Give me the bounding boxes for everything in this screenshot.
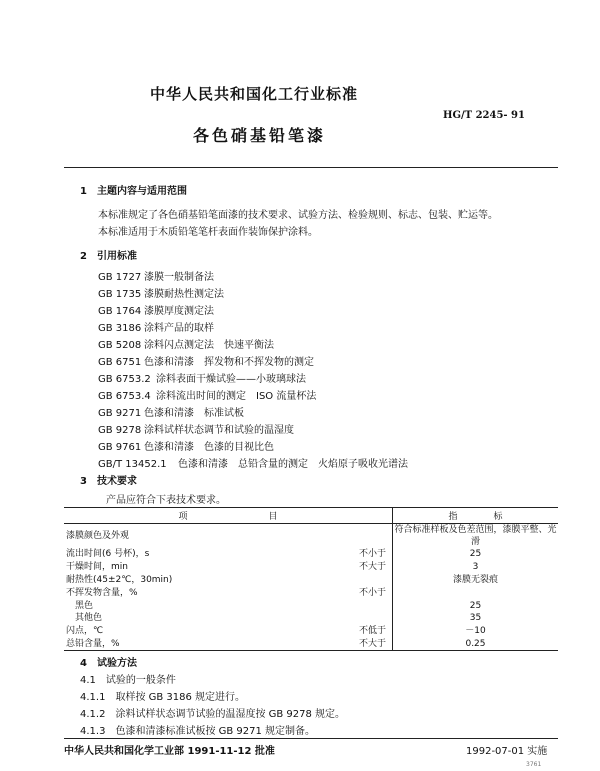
doc-title: 各色硝基铅笔漆 [193, 126, 327, 145]
table-row [64, 524, 558, 549]
row-cond: 不小于 [306, 586, 393, 599]
row-cond [306, 524, 393, 549]
row-cond [306, 612, 393, 625]
ref-title: 涂料产品的取样 [144, 323, 214, 334]
table-header-row [64, 508, 558, 524]
row-item: 漆膜颜色及外观 [66, 531, 130, 541]
ref-item [98, 285, 224, 300]
ref-title: 涂料闪点测定法 快速平衡法 [144, 340, 274, 351]
ref-title: 漆膜耐热性测定法 [144, 289, 224, 300]
row-cond: 不大于 [306, 561, 393, 574]
row-item: 耐热性(45±2℃，30min) [66, 574, 173, 585]
ref-item [98, 387, 316, 402]
row-value: 3 [472, 562, 479, 573]
ref-item [98, 370, 306, 385]
ref-item [98, 319, 214, 334]
row-value: 漆膜无裂痕 [452, 574, 498, 585]
row-item: 总铅含量，% [64, 638, 306, 651]
row-value: 符合标准样板及色差范围，漆膜平整、光滑 [394, 525, 557, 547]
ref-code: GB/T 13452.1 [98, 459, 167, 470]
ref-title: 涂料试样状态调节和试验的温湿度 [144, 425, 294, 436]
row-value: 25 [469, 600, 482, 611]
row-value: 0.25 [393, 638, 559, 651]
ref-code: GB 6753.4 [98, 391, 151, 402]
row-cond [306, 599, 393, 612]
section3-heading: 3 技术要求 [80, 476, 137, 487]
ref-title: 色漆和清漆 总铅含量的测定 火焰原子吸收光谱法 [178, 459, 408, 470]
row-value: －10 [465, 626, 486, 637]
table-row [64, 548, 558, 561]
ref-item [98, 421, 294, 436]
ref-code: GB 5208 [98, 340, 142, 351]
section3-intro: 产品应符合下表技术要求。 [106, 495, 226, 506]
section1-para1: 本标准规定了各色硝基铅笔面漆的技术要求、试验方法、检验规则、标志、包装、贮运等。 [98, 210, 498, 221]
table-row [64, 599, 558, 612]
section1-heading: 1 主题内容与适用范围 [80, 186, 187, 197]
ref-code: GB 1764 [98, 306, 142, 317]
section4-1: 4.1 试验的一般条件 [80, 675, 176, 686]
ref-title: 色漆和清漆 色漆的目视比色 [144, 442, 274, 453]
ref-title: 色漆和清漆 挥发物和不挥发物的测定 [144, 357, 314, 368]
ref-code: GB 9271 [98, 408, 142, 419]
row-value [393, 586, 559, 599]
ref-title: 色漆和清漆 标准试板 [144, 408, 244, 419]
ref-code: GB 1735 [98, 289, 142, 300]
table-row [64, 625, 558, 638]
section4-1-1: 4.1.1 取样按 GB 3186 规定进行。 [80, 692, 246, 703]
ref-code: GB 9278 [98, 425, 142, 436]
ref-code: GB 9761 [98, 442, 142, 453]
section1-para2: 本标准适用于木质铅笔笔杆表面作装饰保护涂料。 [98, 227, 318, 238]
row-item: 闪点，℃ [66, 626, 104, 637]
ref-item [98, 353, 314, 368]
org-title: 中华人民共和国化工行业标准 [150, 85, 359, 103]
approval-text: 中华人民共和国化学工业部 1991-11-12 批准 [64, 746, 275, 757]
header-rule [64, 167, 558, 168]
row-value: 35 [469, 613, 482, 624]
section4-heading: 4 试验方法 [80, 658, 137, 669]
footer-rule [64, 738, 558, 739]
page-mark: 3761 [526, 761, 542, 768]
ref-item [98, 404, 244, 419]
ref-item [98, 438, 274, 453]
table-col-spec: 指 标 [393, 508, 559, 524]
row-cond: 不低于 [306, 625, 393, 638]
row-item: 其他色 [66, 613, 103, 624]
ref-title: 漆膜一般制备法 [144, 272, 214, 283]
table-col-item: 项 目 [64, 508, 393, 524]
tech-requirements-table [64, 507, 558, 651]
row-item: 不挥发物含量，% [66, 587, 138, 598]
ref-title: 涂料表面干燥试验——小玻璃球法 [156, 374, 306, 385]
ref-code: GB 3186 [98, 323, 142, 334]
row-item: 流出时间(6 号杯)，s [66, 549, 150, 560]
row-item: 黑色 [66, 600, 94, 611]
row-value: 25 [469, 549, 482, 560]
ref-code: GB 1727 [98, 272, 142, 283]
ref-title: 涂料流出时间的测定 ISO 流量杯法 [156, 391, 317, 402]
standard-code: HG/T 2245- 91 [443, 110, 525, 121]
row-item: 干燥时间，min [66, 562, 128, 573]
ref-code: GB 6751 [98, 357, 142, 368]
section4-1-3: 4.1.3 色漆和清漆标准试板按 GB 9271 规定制备。 [80, 726, 316, 737]
row-cond: 不大于 [306, 638, 393, 651]
row-cond [306, 574, 393, 587]
ref-item [98, 336, 274, 351]
ref-code: GB 6753.2 [98, 374, 151, 385]
section2-heading: 2 引用标准 [80, 251, 137, 262]
row-cond: 不小于 [306, 548, 393, 561]
table-row [64, 574, 558, 587]
ref-item [98, 268, 214, 283]
effective-date: 1992-07-01 实施 [466, 746, 548, 757]
ref-title: 漆膜厚度测定法 [144, 306, 214, 317]
section4-1-2: 4.1.2 涂料试样状态调节试验的温湿度按 GB 9278 规定。 [80, 709, 346, 720]
ref-item [98, 455, 408, 470]
table-row [64, 612, 558, 625]
table-row [64, 561, 558, 574]
table-row [64, 586, 558, 599]
ref-item [98, 302, 214, 317]
table-row [64, 638, 558, 651]
